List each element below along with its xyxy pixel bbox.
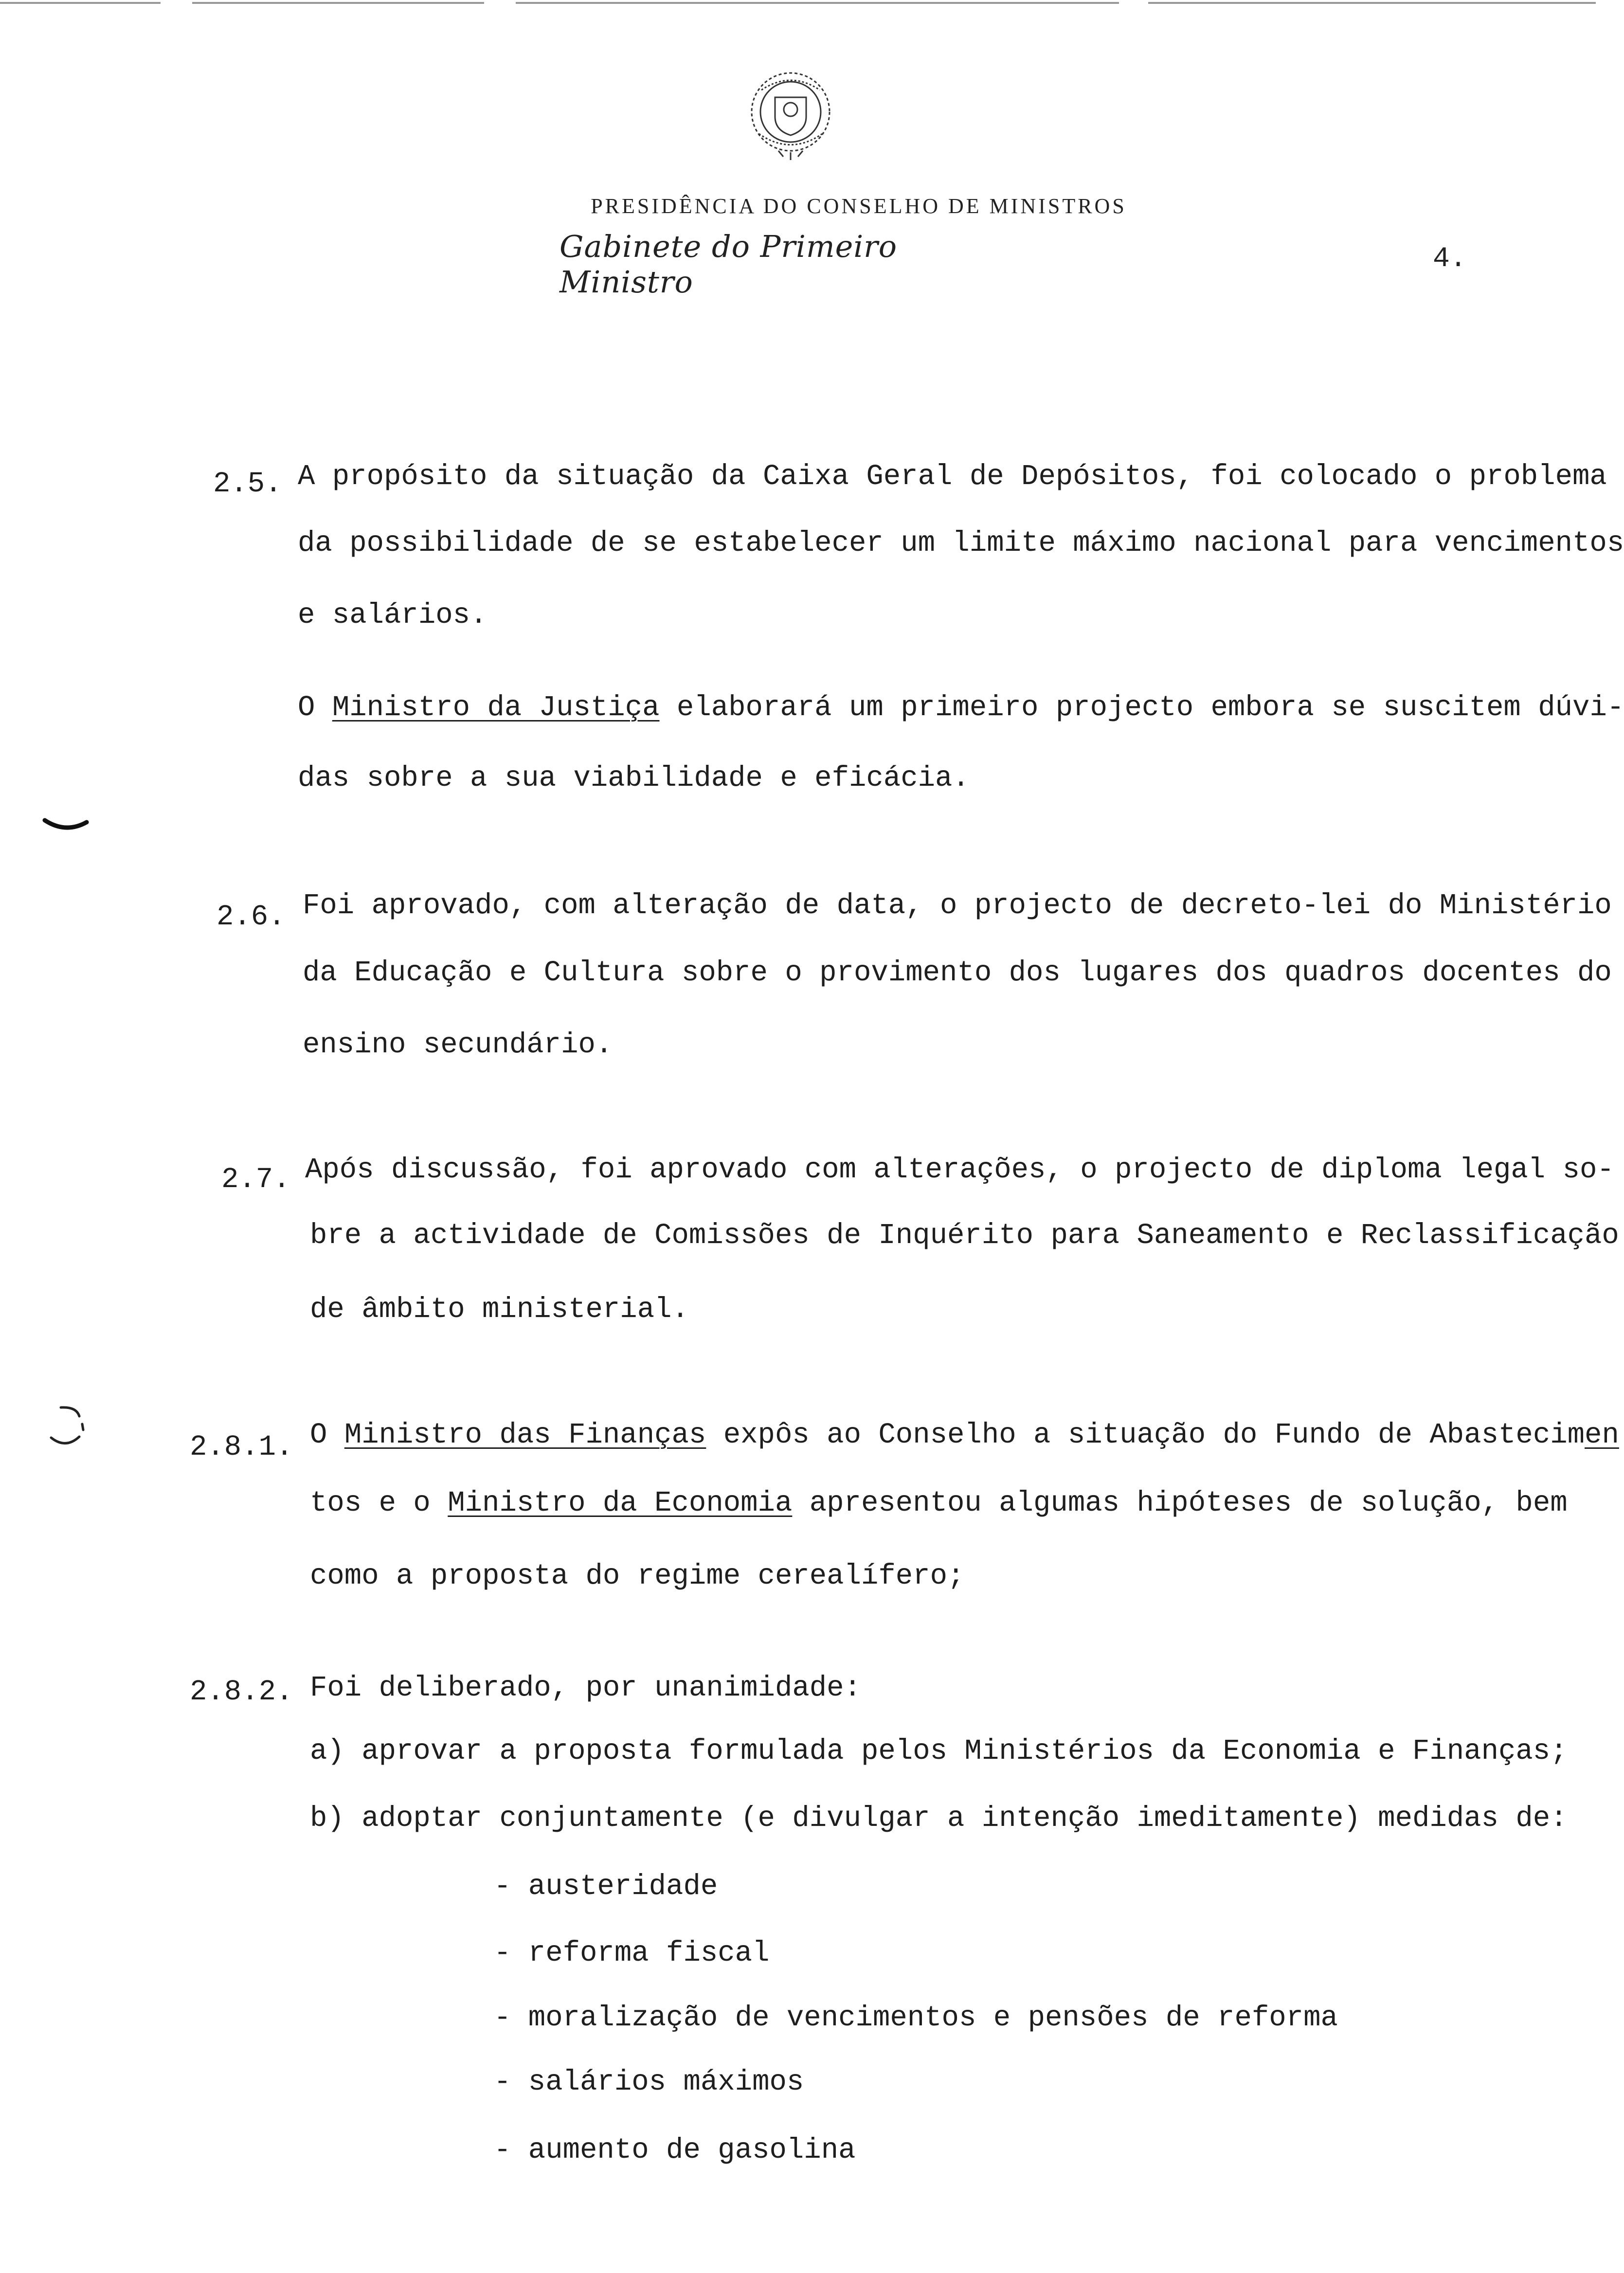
paragraph-line: e salários.: [298, 599, 487, 631]
paragraph-line: O Ministro da Justiça elaborará um primeiro projecto embora se suscitem dúvi-: [298, 691, 1624, 724]
hole-punch-mark: [46, 1404, 90, 1452]
institution-heading: PRESIDÊNCIA DO CONSELHO DE MINISTROS: [591, 194, 1127, 218]
top-border-segment: [1148, 2, 1596, 4]
list-item: b) adoptar conjuntamente (e divulgar a intenção imeditamente) medidas de:: [310, 1802, 1568, 1835]
page-number: 4.: [1433, 243, 1467, 275]
list-item: - salários máximos: [494, 2066, 804, 2098]
minister-reference: Ministro da Justiça: [332, 691, 660, 724]
list-item: - moralização de vencimentos e pensões de reforma: [494, 2002, 1338, 2034]
list-item: - aumento de gasolina: [494, 2134, 856, 2166]
top-border-segment: [0, 2, 161, 4]
coat-of-arms-seal: [732, 61, 849, 168]
section-number: 2.8.2.: [190, 1676, 293, 1708]
cabinet-subtitle: Gabinete do Primeiro Ministro: [559, 229, 898, 300]
paragraph-line: Foi deliberado, por unanimidade:: [310, 1672, 861, 1704]
minister-reference: Ministro das Finanças: [344, 1419, 706, 1451]
section-number: 2.5.: [213, 468, 282, 500]
paragraph-line: bre a actividade de Comissões de Inquérito para Saneamento e Reclassificação: [310, 1219, 1619, 1252]
paragraph-line: O Ministro das Finanças expôs ao Conselho a situação do Fundo de Abastecimen: [310, 1419, 1619, 1451]
paragraph-line: das sobre a sua viabilidade e eficácia.: [298, 762, 970, 794]
paragraph-line: A propósito da situação da Caixa Geral de Depósitos, foi colocado o problema: [298, 460, 1607, 493]
list-item: - reforma fiscal: [494, 1937, 770, 1969]
paragraph-line: tos e o Ministro da Economia apresentou algumas hipóteses de solução, bem: [310, 1487, 1568, 1519]
minister-reference: Ministro da Economia: [448, 1487, 793, 1519]
top-border-segment: [192, 2, 484, 4]
list-item: - austeridade: [494, 1870, 718, 1903]
list-item: a) aprovar a proposta formulada pelos Ministérios da Economia e Finanças;: [310, 1735, 1568, 1768]
paragraph-line: Foi aprovado, com alteração de data, o projecto de decreto-lei do Ministério: [303, 889, 1612, 922]
section-number: 2.8.1.: [190, 1431, 293, 1463]
margin-mark: [44, 817, 88, 837]
paragraph-line: Após discussão, foi aprovado com alterações, o projecto de diploma legal so-: [305, 1154, 1614, 1186]
paragraph-line: como a proposta do regime cerealífero;: [310, 1560, 965, 1592]
section-number: 2.6.: [217, 901, 286, 933]
paragraph-line: da possibilidade de se estabelecer um limite máximo nacional para vencimentos: [298, 527, 1624, 559]
paragraph-line: ensino secundário.: [303, 1028, 613, 1061]
paragraph-line: da Educação e Cultura sobre o provimento dos lugares dos quadros docentes do: [303, 956, 1612, 989]
section-number: 2.7.: [221, 1163, 290, 1196]
paragraph-line: de âmbito ministerial.: [310, 1293, 689, 1326]
top-border-segment: [516, 2, 1119, 4]
